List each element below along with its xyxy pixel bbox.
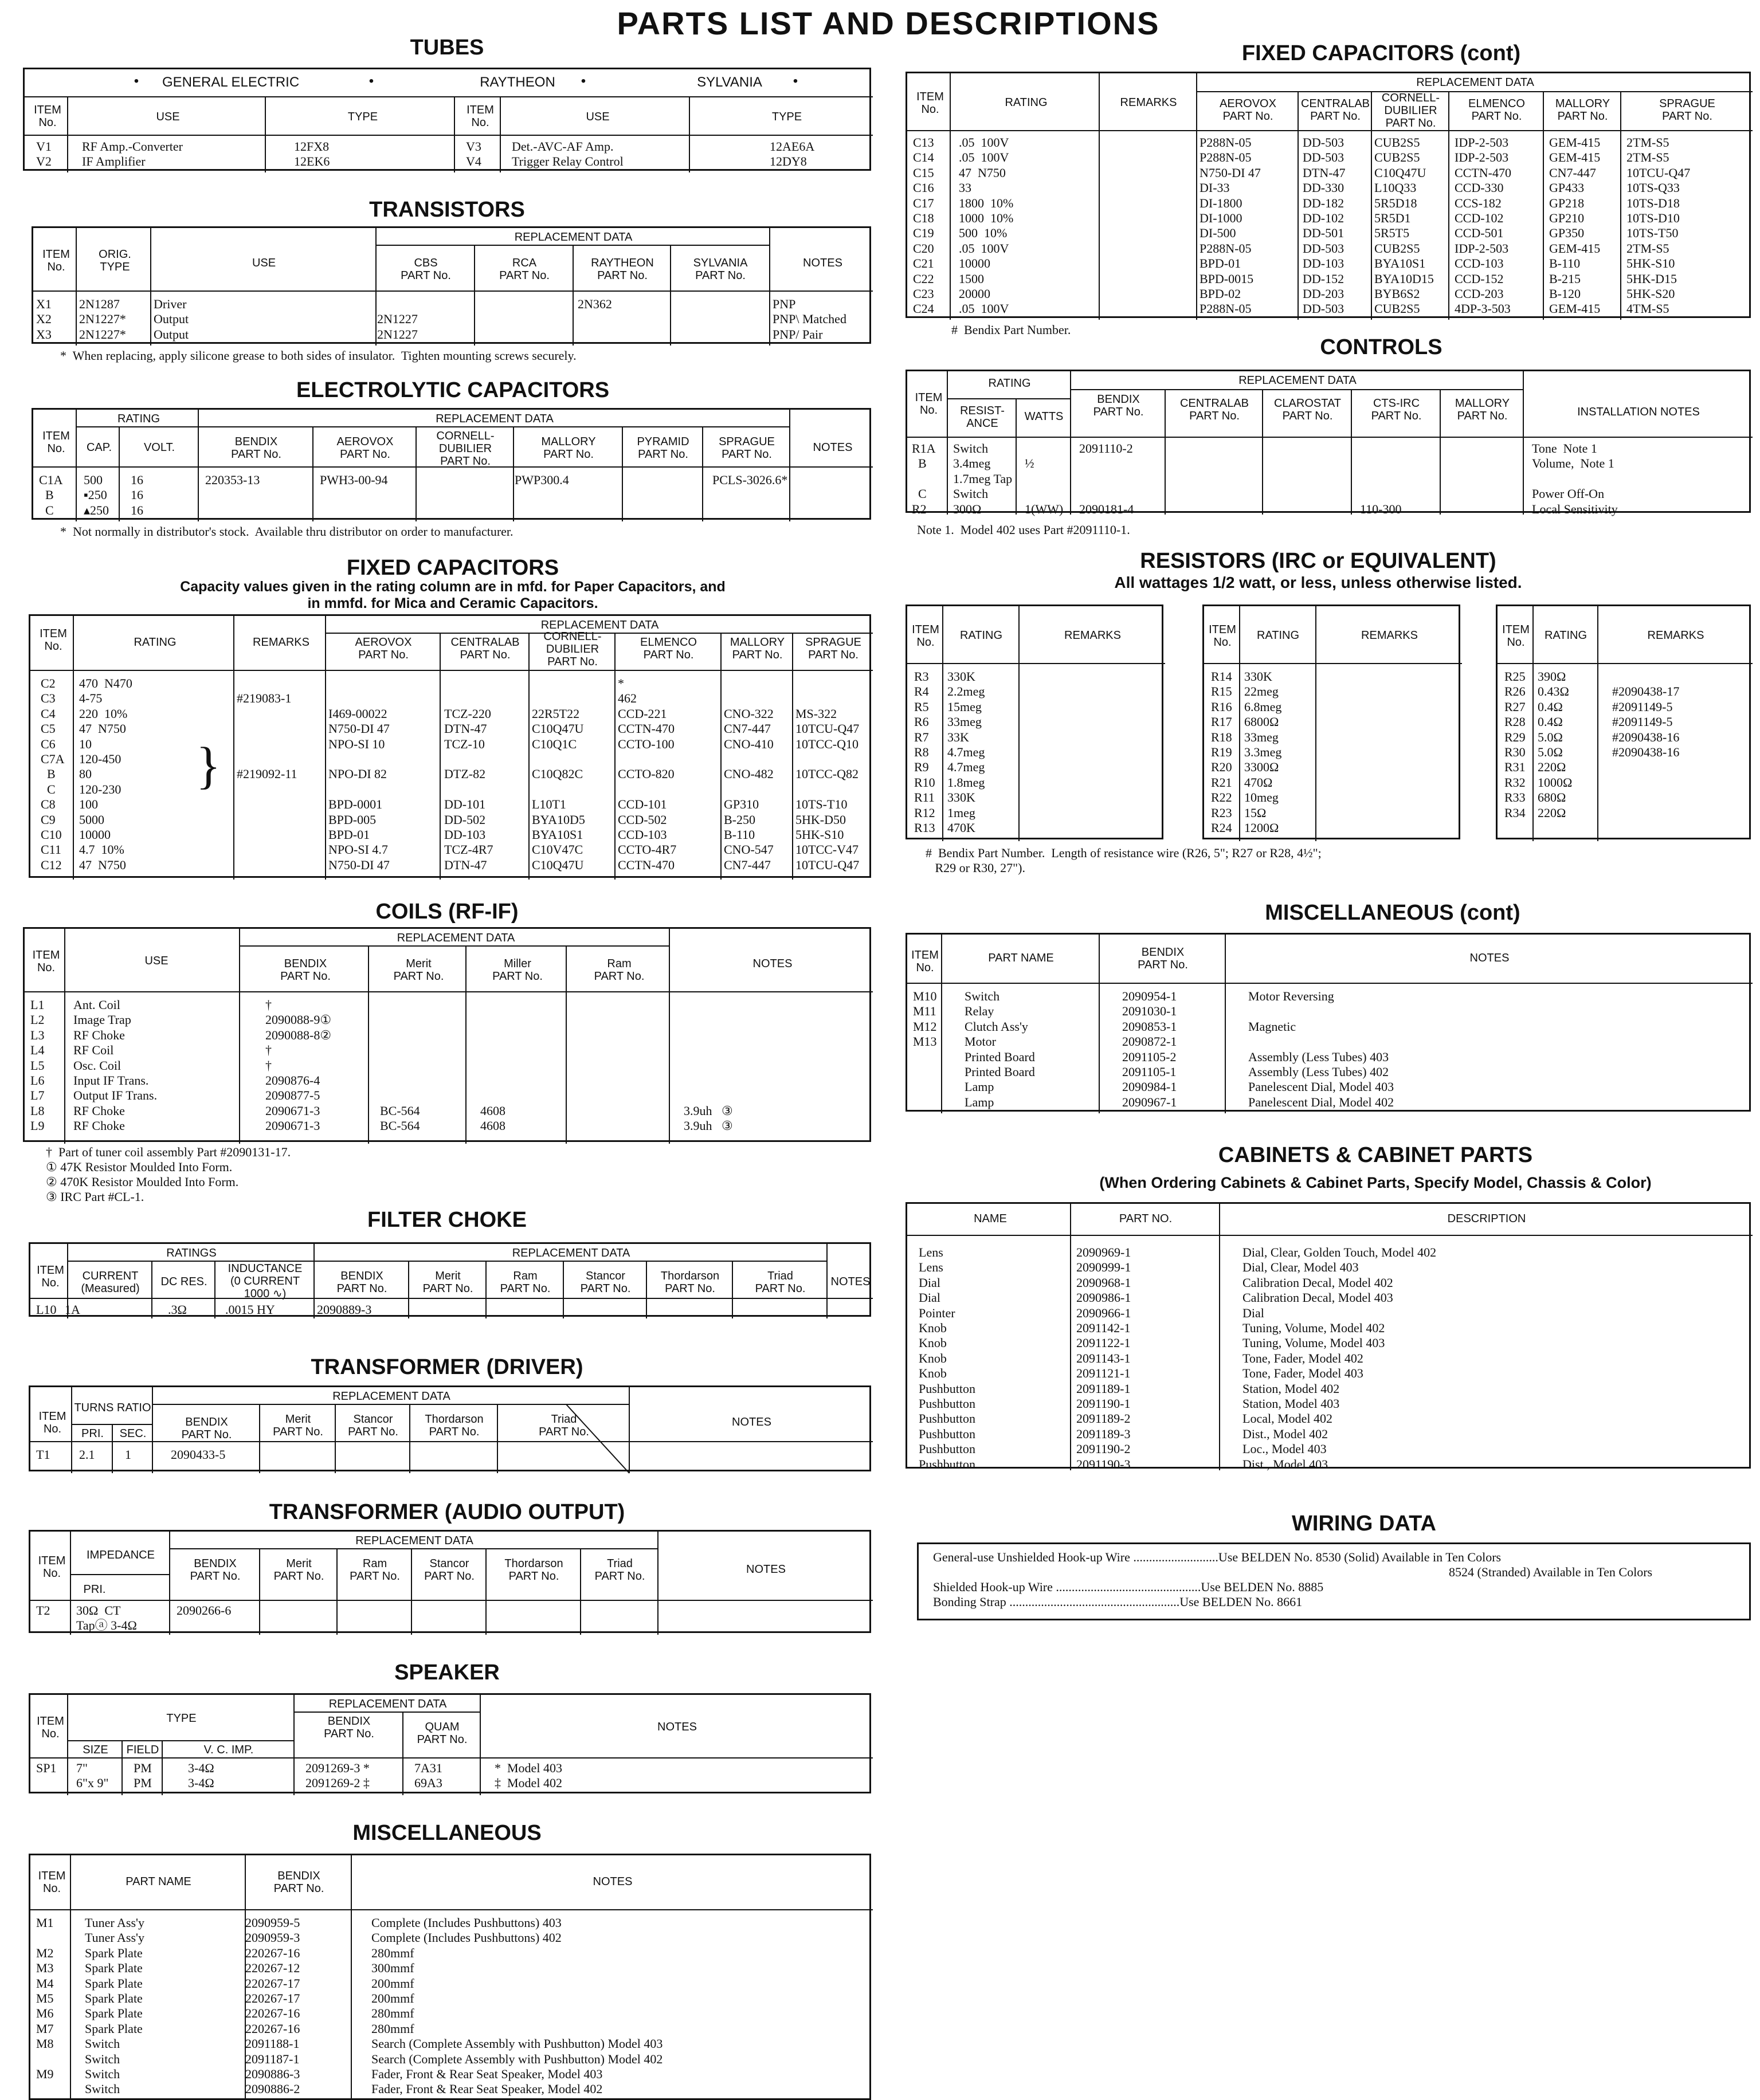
controls-header: RESIST- ANCE	[960, 405, 1005, 430]
fixed_caps_cont-header: ELMENCO PART No.	[1468, 97, 1525, 123]
electrolytic-header: ITEM No.	[42, 430, 70, 455]
resistors-header: RATING	[1544, 629, 1587, 642]
fixed_caps-table	[29, 614, 871, 878]
speaker-header: V. C. IMP.	[203, 1744, 254, 1756]
resistors-title: RESISTORS (IRC or EQUIVALENT)	[1140, 549, 1496, 573]
controls-column: Switch 3.4meg 1.7meg Tap Switch 300Ω	[953, 441, 1013, 516]
electrolytic-column: PWP300.4	[515, 473, 569, 487]
coils-column: 3.9uh ③ 3.9uh ③	[684, 1103, 733, 1133]
choke-header: INDUCTANCE (0 CURRENT 1000 ∿)	[228, 1262, 303, 1300]
bullet-icon: •	[793, 73, 798, 89]
audio-header: PRI.	[83, 1583, 106, 1596]
coils-header: Merit PART No.	[393, 957, 444, 983]
audio-header: NOTES	[746, 1563, 786, 1576]
choke-column: .0015 HY	[225, 1302, 275, 1317]
choke-column: 1A	[65, 1302, 80, 1317]
fixed_caps_cont-table	[906, 72, 1751, 318]
coils-header: ITEM No.	[32, 949, 60, 974]
misc-header: BENDIX PART No.	[273, 1870, 324, 1895]
controls-header: MALLORY PART No.	[1455, 397, 1510, 422]
tubes-brand: SYLVANIA	[697, 74, 762, 90]
coils-header: USE	[144, 955, 168, 967]
cabinets-table	[906, 1202, 1751, 1469]
fixed_caps-column: #219083-1 #219092-11	[237, 691, 297, 782]
wiring-line: Bonding Strap ......................................................Use BELDEN No. 8661	[933, 1595, 1303, 1609]
resistors-table	[1496, 605, 1751, 839]
electrolytic-column: PCLS-3026.6*	[712, 473, 788, 487]
tubes-header: TYPE	[771, 111, 802, 123]
choke-table	[29, 1242, 871, 1317]
resistors-header: RATING	[959, 629, 1003, 642]
electrolytic-header: NOTES	[813, 441, 853, 454]
resistors-column: #2090438-17 #2091149-5 #2091149-5 #2090438-16 #2090438-16	[1612, 684, 1680, 760]
speaker-column: SP1	[36, 1761, 57, 1775]
transistors-header: RCA PART No.	[499, 257, 550, 282]
speaker-header: SIZE	[83, 1744, 108, 1756]
coils-column: † 2090088-9① 2090088-8② † † 2090876-4 2090877-5 2090671-3 2090671-3	[265, 998, 332, 1133]
fixed_caps-title: FIXED CAPACITORS	[346, 556, 559, 580]
coils-column: 4608 4608	[480, 1103, 505, 1133]
audio-header: Ram PART No.	[350, 1557, 400, 1583]
transistors-column: X1 X2 X3	[36, 297, 52, 342]
electrolytic-header: AEROVOX PART No.	[336, 435, 394, 461]
audio-title: TRANSFORMER (AUDIO OUTPUT)	[269, 1500, 625, 1524]
fixed_caps-header: REMARKS	[253, 636, 309, 649]
fixed_caps_cont-column: .05 100V .05 100V 47 N750 33 1800 10% 1000 10% 500 10% .05 100V 10000 1500 20000 .05 100V	[959, 135, 1014, 316]
driver-header: Triad PART No.	[539, 1413, 589, 1438]
electrolytic-column: 16 16 16	[131, 473, 143, 517]
fixed_caps_cont-header: AEROVOX PART No.	[1220, 97, 1276, 123]
coils-title: COILS (RF-IF)	[375, 900, 519, 924]
audio-table	[29, 1530, 871, 1633]
fixed_caps_cont-header: REMARKS	[1120, 96, 1177, 109]
transistors-footnote: * When replacing, apply silicone grease to both sides of insulator. Tighten mounting screws securely.	[60, 348, 577, 363]
transistors-column: 2N1287 2N1227* 2N1227*	[79, 297, 126, 342]
driver-header: ITEM No.	[38, 1410, 66, 1435]
driver-column: 2090433-5	[171, 1447, 226, 1462]
cabinets-header: NAME	[974, 1212, 1007, 1225]
electrolytic-header: CORNELL- DUBILIER PART No.	[436, 430, 495, 468]
fixed_caps-header: CORNELL- DUBILIER PART No.	[543, 630, 602, 668]
choke-column: 2090889-3	[317, 1302, 372, 1317]
wiring-line: Shielded Hook-up Wire ..............................................Use BELDEN No. 8885	[933, 1580, 1324, 1594]
transistors-table	[32, 226, 871, 344]
driver-header: Merit PART No.	[273, 1413, 323, 1438]
electrolytic-header: RATING	[117, 413, 160, 425]
electrolytic-header: CAP.	[86, 441, 112, 454]
driver-header: BENDIX PART No.	[181, 1416, 232, 1441]
fixed_caps_cont-header: CENTRALAB PART No.	[1300, 97, 1370, 123]
driver-column: 2.1	[79, 1447, 95, 1462]
choke-header: Thordarson PART No.	[660, 1270, 720, 1295]
coils-column: Ant. Coil Image Trap RF Choke RF Coil Osc. Coil Input IF Trans. Output IF Trans. RF Choke RF Choke	[73, 998, 158, 1133]
cabinets-header: PART NO.	[1119, 1212, 1173, 1225]
driver-header: Stancor PART No.	[348, 1413, 398, 1438]
speaker-column: 2091269-3 * 2091269-2 ‡	[305, 1761, 370, 1791]
transistors-header: NOTES	[803, 257, 842, 269]
tubes-column: 12AE6A 12DY8	[770, 139, 815, 169]
transistors-header: SYLVANIA PART No.	[693, 257, 748, 282]
misc_cont-column: 2090954-1 2091030-1 2090853-1 2090872-1 2091105-2 2091105-1 2090984-1 2090967-1	[1122, 989, 1177, 1109]
fixed-caps-cont-footnote: # Bendix Part Number.	[951, 323, 1071, 337]
tubes-column: RF Amp.-Converter IF Amplifier	[82, 139, 183, 169]
driver-table	[29, 1385, 871, 1471]
tubes-column: V3 V4	[466, 139, 481, 169]
bullet-icon: •	[581, 73, 586, 89]
tubes-column: Det.-AVC-AF Amp. Trigger Relay Control	[512, 139, 624, 169]
tubes-brand: RAYTHEON	[480, 74, 555, 90]
controls-column: R1A B C R2	[912, 441, 936, 516]
resistors-header: REMARKS	[1064, 629, 1121, 642]
misc_cont-header: NOTES	[1469, 952, 1510, 964]
speaker-header: ITEM No.	[37, 1715, 64, 1740]
speaker-header: BENDIX PART No.	[324, 1715, 374, 1740]
driver-title: TRANSFORMER (DRIVER)	[311, 1355, 583, 1379]
controls-title: CONTROLS	[1320, 335, 1443, 359]
tubes-header: ITEM No.	[467, 104, 494, 129]
coils-footnotes: † Part of tuner coil assembly Part #2090131-17. ① 47K Resistor Moulded Into Form. ② 470K Resistor Moulded Into Form. ③ IRC Part #CL-1.	[46, 1145, 291, 1204]
driver-header: Thordarson PART No.	[425, 1413, 484, 1438]
coils-header: Miller PART No.	[492, 957, 543, 983]
choke-header: BENDIX PART No.	[336, 1270, 387, 1295]
misc-column: Tuner Ass'y Tuner Ass'y Spark Plate Spark Plate Spark Plate Spark Plate Spark Plate Spark Plate Switch Switch Switch Switch	[85, 1915, 145, 2097]
transistors-column: 2N362	[578, 297, 612, 311]
choke-header: Stancor PART No.	[580, 1270, 631, 1295]
fixed_caps_cont-header: ITEM No.	[916, 91, 944, 116]
audio-header: Merit PART No.	[273, 1557, 324, 1583]
transistors-column: PNP PNP\ Matched PNP/ Pair	[773, 297, 846, 342]
fixed_caps_cont-column: GEM-415 GEM-415 CN7-447 GP433 GP218 GP210 GP350 GEM-415 B-110 B-215 B-120 GEM-415	[1549, 135, 1601, 316]
choke-column: L10	[36, 1302, 57, 1317]
choke-header: DC RES.	[160, 1275, 207, 1288]
tubes-header: USE	[156, 111, 180, 123]
misc-column: 2090959-5 2090959-3 220267-16 220267-12 220267-17 220267-17 220267-16 220267-16 2091188-1 2091187-1 2090886-3 2090886-2	[245, 1915, 300, 2097]
choke-header: Triad PART No.	[755, 1270, 806, 1295]
controls-column: Tone Note 1 Volume, Note 1 Power Off-On Local Sensitivity	[1532, 441, 1618, 516]
coils-header: Ram PART No.	[594, 957, 645, 983]
resistors-subtitle: All wattages 1/2 watt, or less, unless otherwise listed.	[1114, 574, 1522, 591]
fixed_caps_cont-column: CUB2S5 CUB2S5 C10Q47U L10Q33 5R5D18 5R5D1 5R5T5 CUB2S5 BYA10S1 BYA10D15 BYB6S2 CUB2S5	[1374, 135, 1434, 316]
fixed_caps_cont-header: SPRAGUE PART No.	[1659, 97, 1715, 123]
resistors-column: 330K 22meg 6.8meg 6800Ω 33meg 3.3meg 3300Ω 470Ω 10meg 15Ω 1200Ω	[1244, 669, 1282, 835]
transistors-title: TRANSISTORS	[369, 198, 525, 222]
electrolytic-header: MALLORY PART No.	[541, 435, 596, 461]
fixed_caps-header: AEROVOX PART No.	[355, 636, 412, 661]
cabinets-column: Dial, Clear, Golden Touch, Model 402 Dial, Clear, Model 403 Calibration Decal, Model 402 Calibration Decal, Model 403 Dial Tuning, Volume, Model 402 Tuning, Volume, Model 403 Tone, Fader, Model 402 Tone, Fader, Model 403 Station, Model 402 Station, Model 403 Local, Model 402 Dist., Model 402 Loc., Model 403 Dist., Model 403	[1242, 1245, 1437, 1471]
electrolytic-header: SPRAGUE PART No.	[719, 435, 775, 461]
audio-header: Stancor PART No.	[424, 1557, 475, 1583]
fixed_caps-header: ELMENCO PART No.	[640, 636, 697, 661]
speaker-header: NOTES	[657, 1721, 697, 1733]
resistors-column: 390Ω 0.43Ω 0.4Ω 0.4Ω 5.0Ω 5.0Ω 220Ω 1000Ω 680Ω 220Ω	[1538, 669, 1573, 820]
misc_cont-header: BENDIX PART No.	[1138, 946, 1188, 971]
tubes-column: 12FX8 12EK6	[294, 139, 330, 169]
electrolytic-column: C1A B C	[39, 473, 63, 517]
electrolytic-table	[32, 408, 871, 520]
resistors-header: REMARKS	[1647, 629, 1704, 642]
fixed_caps-header: ITEM No.	[40, 627, 67, 653]
misc-table	[29, 1854, 871, 2100]
choke-header: ITEM No.	[37, 1264, 64, 1289]
transistors-column: 2N1227 2N1227	[377, 312, 418, 342]
misc-title: MISCELLANEOUS	[352, 1821, 542, 1845]
cabinets-subtitle: (When Ordering Cabinets & Cabinet Parts, Specify Model, Chassis & Color)	[1099, 1174, 1652, 1191]
audio-column: 30Ω CT Tapⓐ 3-4Ω	[76, 1603, 137, 1633]
fixed_caps-header: MALLORY PART No.	[730, 636, 785, 661]
cabinets-column: 2090969-1 2090999-1 2090968-1 2090986-1 2090966-1 2091142-1 2091122-1 2091143-1 2091121-1 2091189-1 2091190-1 2091189-2 2091189-3 2091190-2 2091190-3	[1076, 1245, 1131, 1471]
speaker-column: 7" 6"x 9"	[76, 1761, 109, 1791]
choke-header: Merit PART No.	[422, 1270, 473, 1295]
misc-column: M1 M2 M3 M4 M5 M6 M7 M8 M9	[36, 1915, 54, 2082]
controls-column: 110-300	[1360, 501, 1402, 516]
electrolytic-column: PWH3-00-94	[320, 473, 388, 487]
wiring-table	[917, 1542, 1751, 1620]
tubes-header: ITEM No.	[34, 104, 61, 129]
transistors-header: REPLACEMENT DATA	[514, 231, 633, 244]
resistors-column: R14 R15 R16 R17 R18 R19 R20 R21 R22 R23 R24	[1211, 669, 1232, 835]
choke-header: REPLACEMENT DATA	[512, 1247, 630, 1259]
transistors-header: ORIG. TYPE	[99, 248, 131, 273]
controls-header: CENTRALAB PART No.	[1179, 397, 1249, 422]
fixed_caps-header: SPRAGUE PART No.	[805, 636, 861, 661]
cabinets-title: CABINETS & CABINET PARTS	[1218, 1143, 1533, 1167]
misc-column: Complete (Includes Pushbuttons) 403 Complete (Includes Pushbuttons) 402 280mmf 300mmf 200mmf 200mmf 280mmf 280mmf Search (Complete Assembly with Pushbutton) Model 403 Search (Complete Assembly with Pushbutton) Model 402 Fader, Front & Rear Seat Speaker, Model 403 Fader, Front & Rear Seat Speaker, Model 402	[371, 1915, 663, 2097]
audio-header: IMPEDANCE	[87, 1549, 155, 1561]
fixed_caps_cont-header: CORNELL- DUBILIER PART No.	[1381, 92, 1440, 129]
misc_cont-column: Motor Reversing Magnetic Assembly (Less Tubes) 403 Assembly (Less Tubes) 402 Panelescent Dial, Model 403 Panelescent Dial, Model 402	[1248, 989, 1394, 1109]
fixed_caps-column: CNO-322 CN7-447 CNO-410 CNO-482 GP310 B-250 B-110 CNO-547 CN7-447	[724, 706, 774, 872]
coils-column: BC-564 BC-564	[380, 1103, 420, 1133]
speaker-header: TYPE	[166, 1712, 197, 1725]
fixed_caps_cont-column: C13 C14 C15 C16 C17 C18 C19 C20 C21 C22 C23 C24	[913, 135, 934, 316]
controls-header: CTS-IRC PART No.	[1371, 397, 1422, 422]
speaker-title: SPEAKER	[394, 1661, 500, 1685]
misc-header: PART NAME	[126, 1875, 191, 1888]
audio-column: T2	[36, 1603, 50, 1618]
driver-header: REPLACEMENT DATA	[332, 1390, 450, 1403]
cabinets-header: DESCRIPTION	[1447, 1212, 1526, 1225]
fixed_caps-column: 22R5T22 C10Q47U C10Q1C C10Q82C L10T1 BYA10D5 BYA10S1 C10V47C C10Q47U	[532, 706, 585, 872]
resistors-header: RATING	[1256, 629, 1300, 642]
fixed_caps_cont-column: DD-503 DD-503 DTN-47 DD-330 DD-182 DD-102 DD-501 DD-503 DD-103 DD-152 DD-203 DD-503	[1303, 135, 1346, 316]
resistors-table	[1202, 605, 1460, 839]
controls-header: WATTS	[1024, 410, 1064, 423]
misc-header: NOTES	[593, 1875, 633, 1888]
driver-column: T1	[36, 1447, 50, 1462]
bullet-icon: •	[134, 73, 139, 89]
audio-header: Thordarson PART No.	[504, 1557, 563, 1583]
misc_cont-column: Switch Relay Clutch Ass'y Motor Printed Board Printed Board Lamp Lamp	[965, 989, 1035, 1109]
driver-column: 1	[125, 1447, 131, 1462]
tubes-column: V1 V2	[36, 139, 52, 169]
electrolytic-title: ELECTROLYTIC CAPACITORS	[296, 378, 610, 402]
controls-footnote: Note 1. Model 402 uses Part #2091110-1.	[917, 523, 1130, 537]
fixed_caps-column: I469-00022 N750-DI 47 NPO-SI 10 NPO-DI 82 BPD-0001 BPD-005 BPD-01 NPO-SI 4.7 N750-DI 47	[328, 706, 390, 872]
fixed_caps-column: 470 N470 4-75 220 10% 47 N750 10 120-450 80 120-230 100 5000 10000 4.7 10% 47 N750	[79, 676, 132, 872]
misc_cont-header: PART NAME	[988, 952, 1054, 964]
fixed_caps-column: TCZ-220 DTN-47 TCZ-10 DTZ-82 DD-101 DD-502 DD-103 TCZ-4R7 DTN-47	[444, 706, 493, 872]
coils-column: L1 L2 L3 L4 L5 L6 L7 L8 L9	[30, 998, 45, 1133]
bullet-icon: •	[369, 73, 374, 89]
transistors-header: USE	[252, 257, 276, 269]
electrolytic-header: PYRAMID PART No.	[637, 435, 689, 461]
fixed_caps-header: REPLACEMENT DATA	[540, 619, 659, 631]
controls-column: 2091110-2 2090181-4	[1079, 441, 1134, 516]
choke-title: FILTER CHOKE	[367, 1208, 527, 1232]
resistors-header: REMARKS	[1361, 629, 1418, 642]
resistors-header: ITEM No.	[1502, 623, 1530, 649]
coils-header: BENDIX PART No.	[280, 957, 331, 983]
fixed_caps_cont-column: P288N-05 P288N-05 N750-DI 47 DI-33 DI-1800 DI-1000 DI-500 P288N-05 BPD-01 BPD-0015 BPD-02 P288N-05	[1200, 135, 1261, 316]
fixed_caps-column: * 462 CCD-221 CCTN-470 CCTO-100 CCTO-820 CCD-101 CCD-502 CCD-103 CCTO-4R7 CCTN-470	[618, 676, 677, 872]
fixed_caps_cont-header: MALLORY PART No.	[1555, 97, 1610, 123]
choke-header: CURRENT (Measured)	[81, 1270, 140, 1295]
misc_cont-column: M10 M11 M12 M13	[913, 989, 937, 1049]
controls-header: INSTALLATION NOTES	[1577, 406, 1700, 418]
transistors-header: CBS PART No.	[401, 257, 451, 282]
coils-header: NOTES	[752, 957, 793, 970]
misc-header: ITEM No.	[38, 1870, 66, 1895]
driver-header: TURNS RATIO	[74, 1402, 151, 1414]
tubes-table	[23, 68, 871, 171]
choke-header: RATINGS	[166, 1247, 217, 1259]
driver-header: PRI.	[81, 1427, 104, 1440]
audio-header: BENDIX PART No.	[190, 1557, 241, 1583]
audio-header: REPLACEMENT DATA	[355, 1534, 473, 1547]
electrolytic-column: 220353-13	[205, 473, 260, 487]
fixed_caps_cont-column: 2TM-S5 2TM-S5 10TCU-Q47 10TS-Q33 10TS-D18 10TS-D10 10TS-T50 2TM-S5 5HK-S10 5HK-D15 5HK-S20 4TM-S5	[1626, 135, 1691, 316]
speaker-column: * Model 403 ‡ Model 402	[495, 1761, 562, 1791]
electrolytic-header: REPLACEMENT DATA	[436, 413, 554, 425]
speaker-header: QUAM PART No.	[417, 1721, 468, 1746]
misc_cont-title: MISCELLANEOUS (cont)	[1265, 901, 1520, 925]
resistors-header: ITEM No.	[1209, 623, 1236, 649]
fixed_caps_cont-title: FIXED CAPACITORS (cont)	[1241, 41, 1521, 65]
resistors-header: ITEM No.	[912, 623, 939, 649]
controls-header: CLAROSTAT PART No.	[1273, 397, 1342, 422]
transistors-header: RAYTHEON PART No.	[591, 257, 654, 282]
speaker-header: FIELD	[126, 1744, 159, 1756]
brace-icon: }	[196, 737, 221, 794]
controls-header: RATING	[988, 377, 1031, 390]
fixed_caps_cont-column: IDP-2-503 IDP-2-503 CCTN-470 CCD-330 CCS-182 CCD-102 CCD-501 IDP-2-503 CCD-103 CCD-152 CCD-203 4DP-3-503	[1455, 135, 1511, 316]
resistors-table	[906, 605, 1163, 839]
choke-column: .3Ω	[168, 1302, 187, 1317]
misc_cont-header: ITEM No.	[911, 949, 939, 974]
tubes-header: TYPE	[347, 111, 378, 123]
fixed_caps-column: MS-322 10TCU-Q47 10TCC-Q10 10TCC-Q82 10TS-T10 5HK-D50 5HK-S10 10TCC-V47 10TCU-Q47	[795, 706, 860, 872]
tubes-header: USE	[586, 111, 610, 123]
coils-header: REPLACEMENT DATA	[397, 932, 515, 944]
controls-table	[906, 370, 1751, 516]
fixed_caps-header: RATING	[134, 636, 177, 649]
resistors-column: 330K 2.2meg 15meg 33meg 33K 4.7meg 4.7meg 1.8meg 330K 1meg 470K	[947, 669, 985, 835]
wiring-line: General-use Unshielded Hook-up Wire ...........................Use BELDEN No. 8530 (Solid) Available in Ten Colors	[933, 1550, 1502, 1564]
speaker-column: PM PM	[134, 1761, 152, 1791]
electrolytic-column: 500 ▪250 ▴250	[84, 473, 109, 517]
resistors-column: R25 R26 R27 R28 R29 R30 R31 R32 R33 R34	[1504, 669, 1526, 820]
audio-header: ITEM No.	[38, 1555, 66, 1580]
audio-column: 2090266-6	[177, 1603, 232, 1618]
resistors-column: R3 R4 R5 R6 R7 R8 R9 R10 R11 R12 R13	[914, 669, 935, 835]
tubes-title: TUBES	[410, 36, 484, 60]
resistors-footnote: # Bendix Part Number. Length of resistance wire (R26, 5"; R27 or R28, 4½"; R29 or R30, 27").	[926, 846, 1322, 875]
fixed_caps-header: CENTRALAB PART No.	[450, 636, 520, 661]
speaker-table	[29, 1693, 871, 1793]
controls-header: ITEM No.	[915, 391, 943, 417]
speaker-header: REPLACEMENT DATA	[328, 1698, 447, 1710]
fixed_caps-column: C2 C3 C4 C5 C6 C7A B C C8 C9 C10 C11 C12	[41, 676, 65, 872]
speaker-column: 3-4Ω 3-4Ω	[188, 1761, 214, 1791]
electrolytic-header: BENDIX PART No.	[231, 435, 281, 461]
electrolytic-footnote: * Not normally in distributor's stock. Available thru distributor on order to manufacturer.	[60, 524, 514, 539]
choke-header: NOTES	[830, 1275, 871, 1288]
controls-header: BENDIX PART No.	[1093, 393, 1144, 418]
electrolytic-header: VOLT.	[143, 441, 175, 454]
cabinets-column: Lens Lens Dial Dial Pointer Knob Knob Knob Knob Pushbutton Pushbutton Pushbutton Pushbutton Pushbutton Pushbutton	[919, 1245, 976, 1471]
transistors-header: ITEM No.	[42, 248, 70, 273]
fixed_caps_cont-header: REPLACEMENT DATA	[1416, 76, 1534, 89]
coils-table	[23, 927, 871, 1142]
misc_cont-table	[906, 933, 1751, 1112]
controls-header: REPLACEMENT DATA	[1238, 374, 1357, 387]
tubes-brand: GENERAL ELECTRIC	[162, 74, 300, 90]
driver-header: SEC.	[119, 1427, 147, 1440]
fixed_caps_cont-header: RATING	[1005, 96, 1048, 109]
wiring-title: WIRING DATA	[1292, 1512, 1436, 1536]
driver-header: NOTES	[732, 1416, 771, 1428]
speaker-column: 7A31 69A3	[414, 1761, 442, 1791]
transistors-column: Driver Output Output	[154, 297, 189, 342]
fixed-caps-subtitle: Capacity values given in the rating column are in mfd. for Paper Capacitors, and in mmfd. for Mica and Ceramic Capacitors.	[180, 579, 726, 611]
page-title: PARTS LIST AND DESCRIPTIONS	[617, 5, 1160, 41]
controls-column: ½ 1(WW)	[1025, 456, 1064, 516]
audio-header: Triad PART No.	[594, 1557, 645, 1583]
wiring-line: 8524 (Stranded) Available in Ten Colors	[1449, 1565, 1653, 1579]
choke-header: Ram PART No.	[500, 1270, 551, 1295]
